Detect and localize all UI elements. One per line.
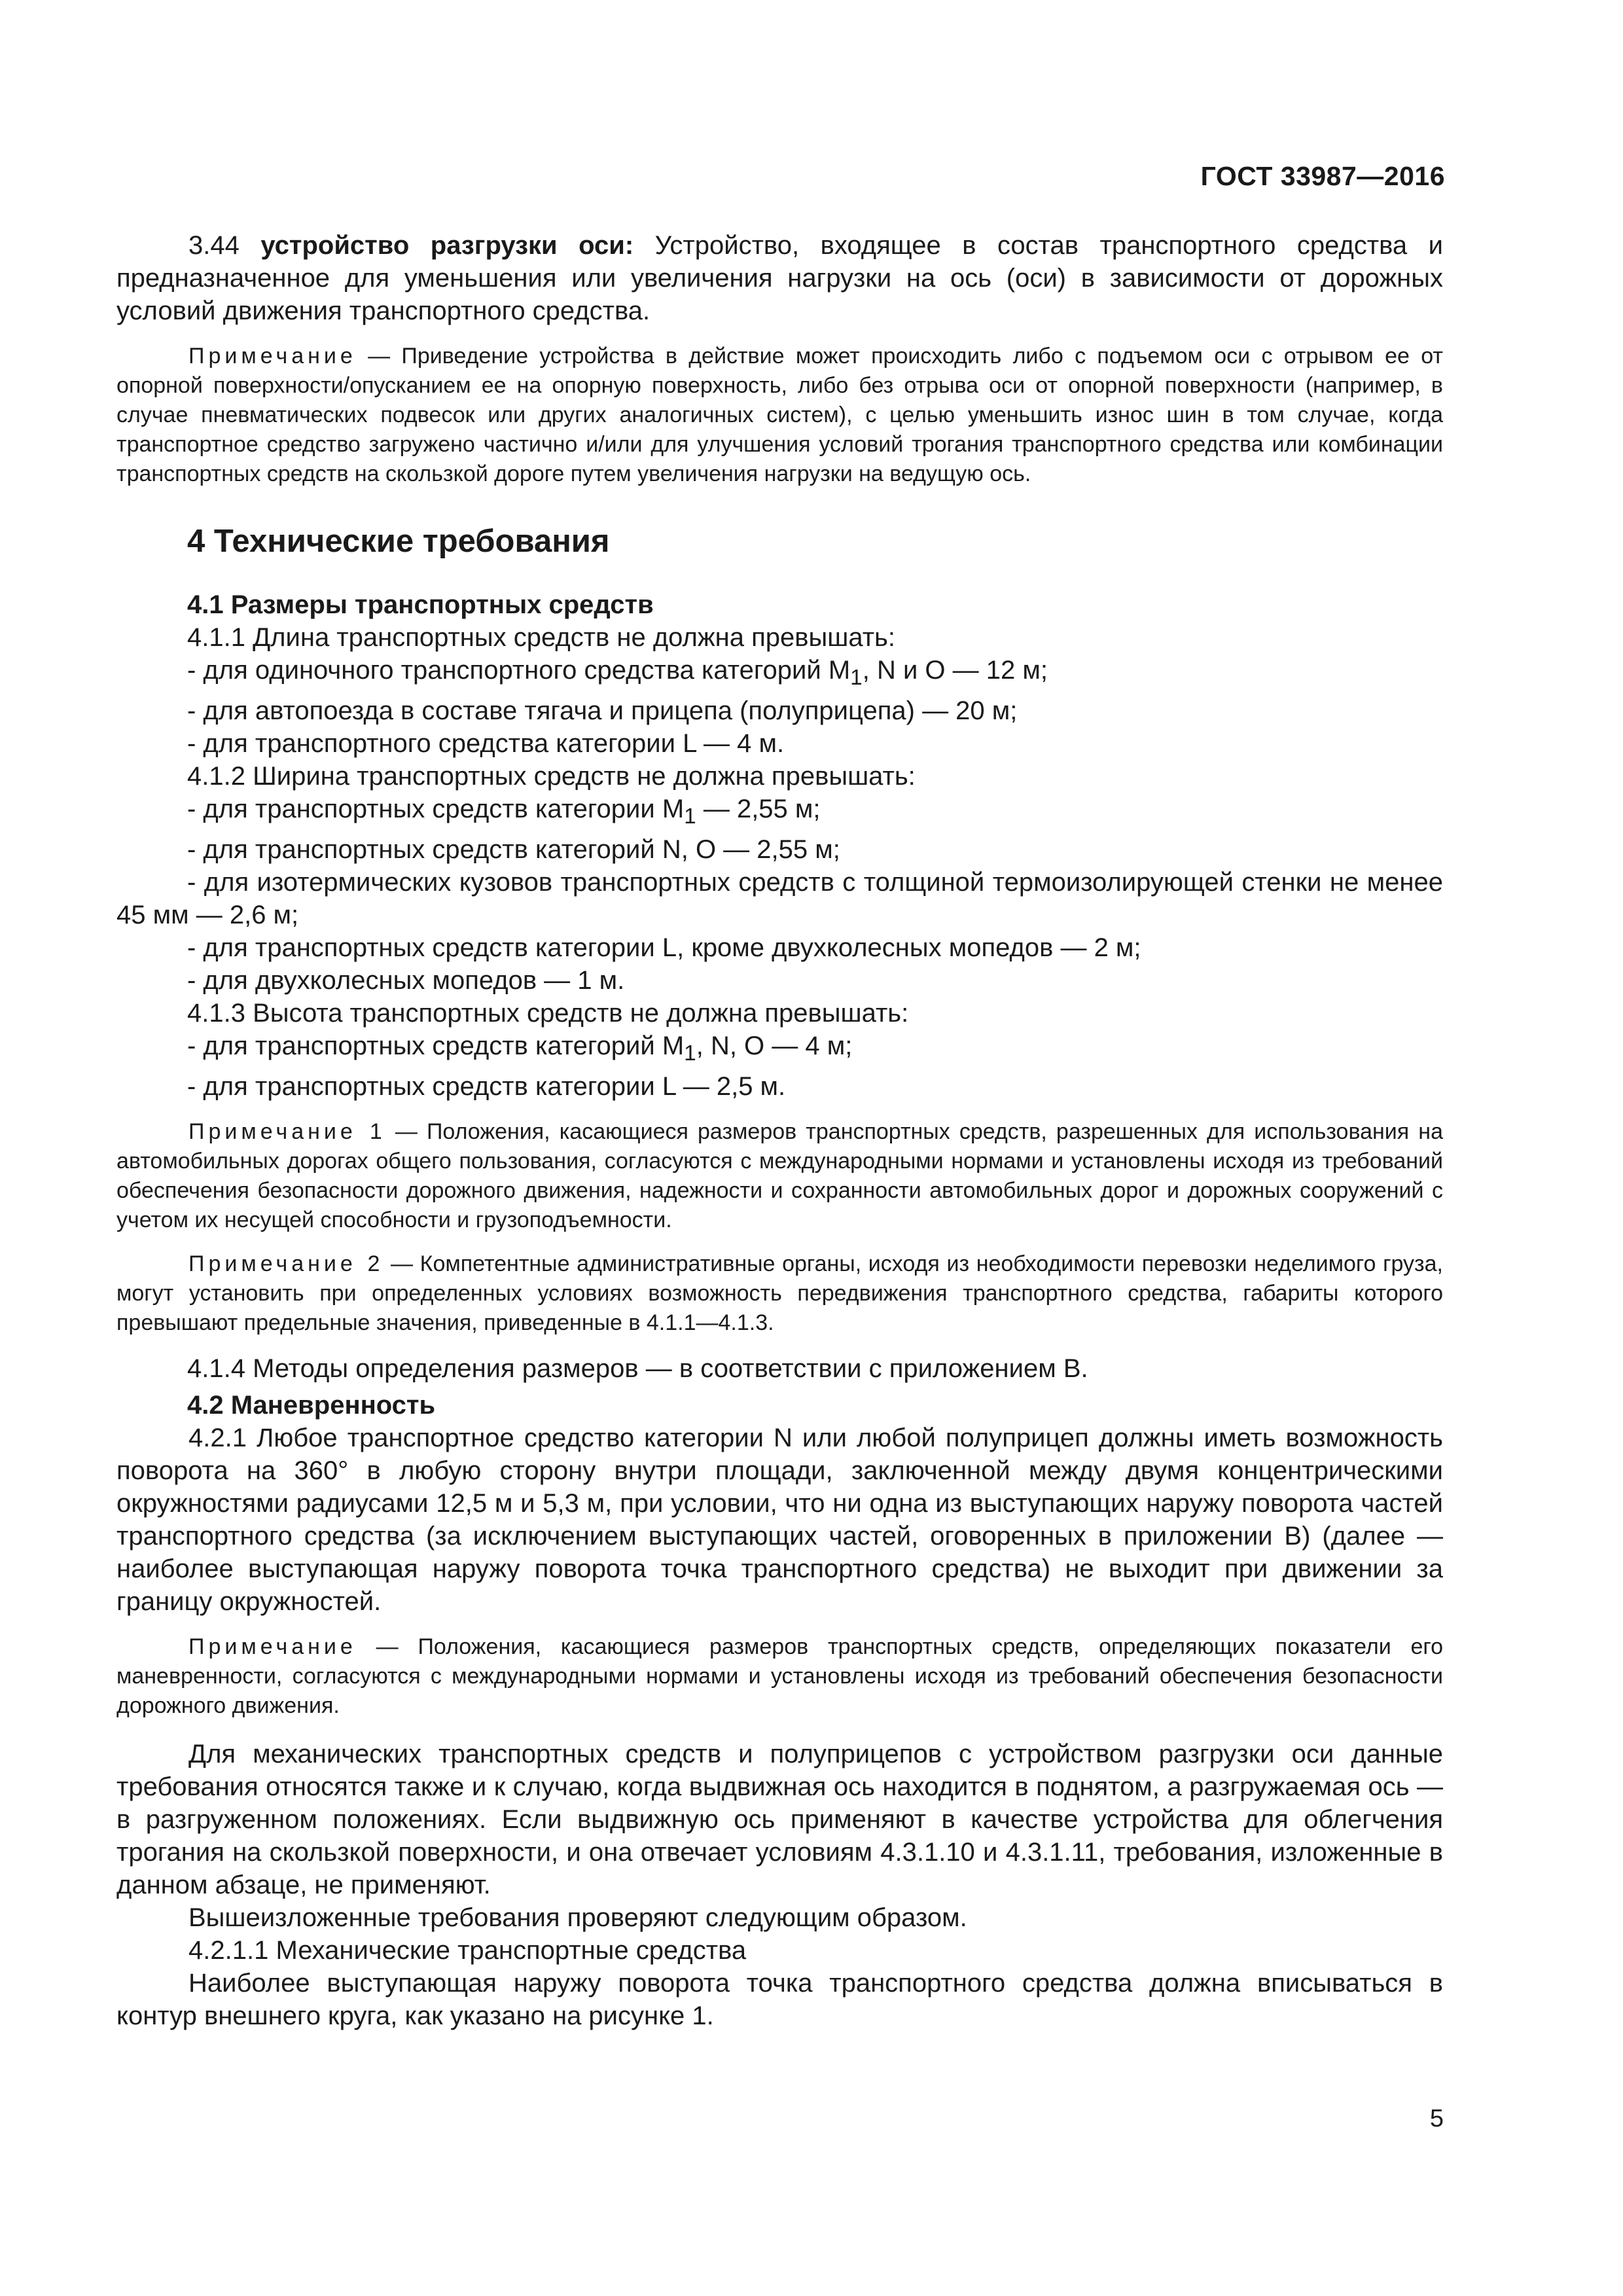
note-4-2 xyxy=(116,1632,1443,1721)
list-item: - для одиночного транспортного средства категорий $M_1$, N и O — 12 м; xyxy=(187,656,1048,690)
clause-4-1-3: 4.1.3 Высота транспортных средств не должна превышать: xyxy=(187,999,909,1028)
note-label: Примечание xyxy=(188,1634,357,1659)
list-item: - для транспортного средства категории L — 4 м. xyxy=(187,729,785,758)
document-body xyxy=(116,229,1443,2032)
list-item: - для изотермических кузовов транспортных средств с толщиной термоизолирующей стенки не менее 45 мм — 2,6 м; xyxy=(116,868,1443,929)
paragraph-axle-unloading: Для механических транспортных средств и полуприцепов с устройством разгрузки оси данные требования относятся также и к случаю, когда выдвижная ось находится в поднятом, а разгружаемая ось — в разгруженном положениях. Если выдвижную ось применяют в качестве устройства для облегчения трогания на скользкой поверхности, и она отвечает условиям 4.3.1.10 и 4.3.1.11, требования, изложенные в данном абзаце, не применяют. xyxy=(116,1740,1443,1899)
list-item: - для транспортных средств категории $M_1$ — 2,55 м; xyxy=(187,795,821,829)
clause-4-2-1-1: 4.2.1.1 Механические транспортные средства xyxy=(188,1936,747,1965)
clause-4-1-2: 4.1.2 Ширина транспортных средств не должна превышать: xyxy=(187,762,916,791)
clause-4-2-1: 4.2.1 Любое транспортное средство категории N или любой полуприцеп должны иметь возможность поворота на 360° в любую сторону внутри площади, заключенной между двумя концентрическими окружностями радиусами 12,5 м и 5,3 м, при условии, что ни одна из выступающих наружу поворота частей транспортного средства (за исключением выступающих частей, оговоренных в приложении В) (далее — наиболее выступающая наружу поворота точка транспортного средства) не выходит при движении за границу окружностей. xyxy=(116,1424,1443,1616)
subsection-title-4-1: 4.1 Размеры транспортных средств xyxy=(187,590,654,619)
clause-number: 3.44 xyxy=(188,231,261,260)
subsection-title-4-2: 4.2 Маневренность xyxy=(187,1391,436,1420)
list-item: - для транспортных средств категории L, кроме двухколесных мопедов — 2 м; xyxy=(187,933,1141,962)
note-text: — Приведение устройства в действие может происходить либо с подъемом оси с отрывом ее от опорной поверхности/опусканием ее на опорную поверхность, либо без отрыва оси от опорной поверхности (например, в случае пневматических подвесок или других аналогичных систем), с целью уменьшить износ шин в том случае, когда транспортное средство загружено частично и/или для улучшения условий трогания транспортного средства или комбинации транспортных средств на скользкой дороге путем увеличения нагрузки на ведущую ось. xyxy=(116,344,1443,486)
section-title: 4 Технические требования xyxy=(187,524,610,559)
note-text: — Положения, касающиеся размеров транспортных средств, разрешенных для использования на автомобильных дорогах общего пользования, согласуются с международными нормами и установлены исходя из требований обеспечения безопасности дорожного движения, надежности и сохранности автомобильных дорог и дорожных сооружений с учетом их несущей способности и грузоподъемности. xyxy=(116,1119,1443,1232)
note-text: — Положения, касающиеся размеров транспортных средств, определяющих показатели его маневренности, согласуются с международными нормами и установлены исходя из требований обеспечения безопасности дорожного движения. xyxy=(116,1634,1443,1718)
note-label: Примечание 2 xyxy=(188,1251,384,1276)
list-item: - для автопоезда в составе тягача и прицепа (полуприцепа) — 20 м; xyxy=(187,696,1018,725)
list-item: - для транспортных средств категорий $M_1$, N, O — 4 м; xyxy=(187,1031,853,1066)
list-item: - для транспортных средств категории L — 2,5 м. xyxy=(187,1072,786,1101)
note-text: — Компетентные административные органы, исходя из необходимости перевозки неделимого груза, могут установить при определенных условиях возможность передвижения транспортного средства, габариты которого превышают предельные значения, приведенные в 4.1.1—4.1.3. xyxy=(116,1251,1443,1335)
list-item: - для двухколесных мопедов — 1 м. xyxy=(187,966,625,995)
list-item: - для транспортных средств категорий N, O — 2,55 м; xyxy=(187,835,840,864)
definition-text: Устройство, входящее в состав транспортного средства и предназначенное для уменьшения или увеличения нагрузки на ось (оси) в зависимости от дорожных условий движения транспортного средства. xyxy=(116,231,1444,325)
document-code: ГОСТ 33987—2016 xyxy=(1200,161,1445,191)
clause-4-1-1: 4.1.1 Длина транспортных средств не должна превышать: xyxy=(187,623,895,652)
note-2 xyxy=(116,1249,1443,1338)
note-label: Примечание 1 xyxy=(188,1119,386,1144)
clause-4-1-4: 4.1.4 Методы определения размеров — в соответствии с приложением В. xyxy=(187,1354,1088,1383)
paragraph-figure-reference: Наиболее выступающая наружу поворота точка транспортного средства должна вписываться в контур внешнего круга, как указано на рисунке 1. xyxy=(116,1969,1443,2030)
term: устройство разгрузки оси: xyxy=(260,231,634,260)
paragraph-verification: Вышеизложенные требования проверяют следующим образом. xyxy=(188,1903,967,1932)
page-number: 5 xyxy=(1429,2105,1444,2132)
note-1 xyxy=(116,1117,1443,1235)
note-label: Примечание xyxy=(188,344,357,368)
clause-3-44 xyxy=(116,229,1443,327)
note-3-44 xyxy=(116,342,1443,489)
